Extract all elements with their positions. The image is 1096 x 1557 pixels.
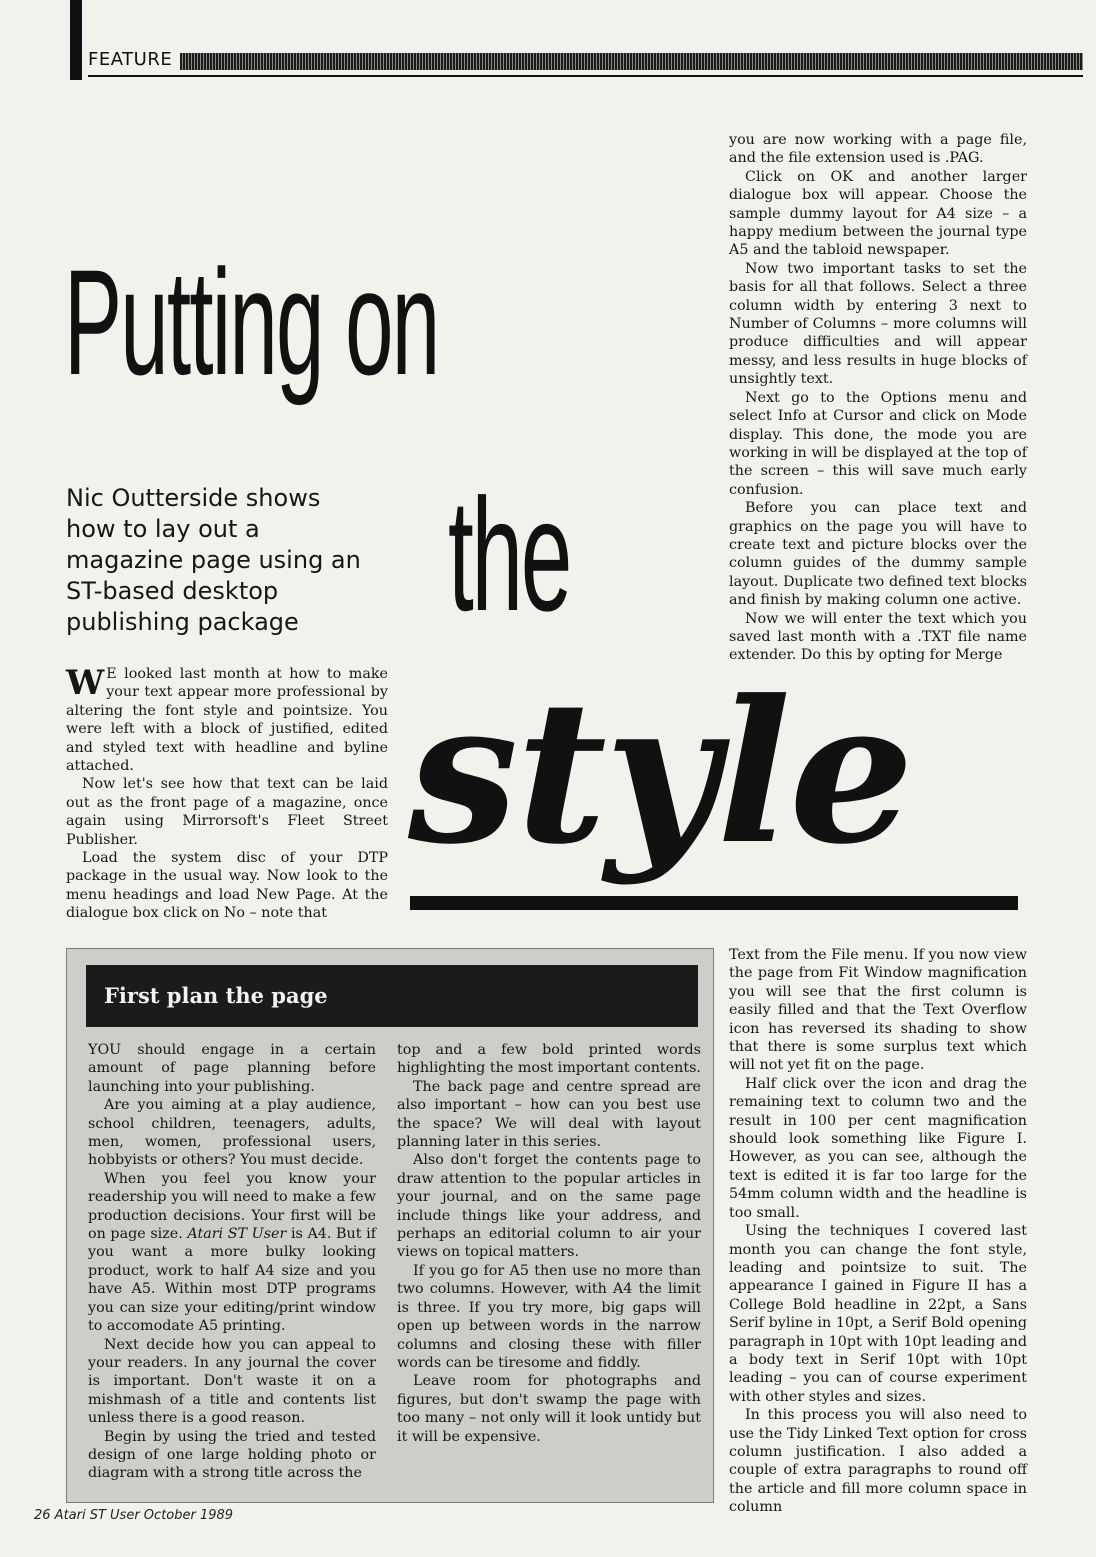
body-paragraph: Now two important tasks to set the basis for all that follows. Select a three column width by entering 3 next to Number of Columns – more columns will produce difficulties and will appear messy, and less results in huge blocks of unsightly text. — [729, 260, 1027, 388]
headline-line-1: Putting on — [64, 238, 439, 406]
boxout-column-1 — [88, 1041, 376, 1483]
boxout-title: First plan the page — [104, 983, 328, 1008]
boxout-paragraph: Begin by using the tried and tested design of one large holding photo or diagram with a strong title across the — [88, 1428, 376, 1482]
body-paragraph: Before you can place text and graphics on the page you will have to create text and picture blocks over the column guides of the dummy sample layout. Duplicate two defined text blocks and finish by making column one active. — [729, 500, 1027, 609]
boxout-paragraph: Leave room for photographs and figures, but don't swamp the page with too many – not only will it look untidy but it will be expensive. — [397, 1373, 701, 1445]
body-paragraph: Half click over the icon and drag the remaining text to column two and the result in 100 per cent magnification should look something like Figure I. However, as you can see, although the text is edited it is far too large for the 54mm column width and the headline is too small. — [729, 1075, 1027, 1221]
boxout-paragraph: Are you aiming at a play audience, school children, teenagers, adults, men, women, professional users, hobbyists or others? You must decide. — [88, 1097, 376, 1169]
headline-line-3: style — [408, 658, 912, 888]
header-rule — [88, 75, 1083, 77]
body-paragraph: Now we will enter the text which you saved last month with a .TXT file name extender. Do this by opting for Merge — [729, 610, 1027, 664]
headline-underline-rule — [410, 896, 1018, 910]
headline-line-2: the — [448, 465, 571, 644]
intro-column — [66, 665, 388, 923]
boxout-paragraph: Also don't forget the contents page to draw attention to the popular articles in your journal, and on the same page include things like your address, and perhaps an editorial column to air your views on topical matters. — [397, 1152, 701, 1261]
boxout-column-2 — [397, 1041, 701, 1446]
body-paragraph: Click on OK and another larger dialogue box will appear. Choose the sample dummy layout for A4 size – a happy medium between the journal type A5 and the tabloid newspaper. — [729, 168, 1027, 259]
header-stripe — [180, 53, 1083, 70]
drop-cap: W — [66, 663, 105, 703]
boxout-paragraph: top and a few bold printed words highlighting the most important contents. — [397, 1042, 701, 1077]
boxout-paragraph — [88, 1170, 376, 1336]
right-column-bottom — [729, 946, 1027, 1517]
magazine-title: Atari ST User — [187, 1226, 287, 1243]
boxout-text: When you feel you know your readership you will need to make a few production decisions. Your first will be on page size. — [88, 1170, 376, 1243]
boxout-paragraph: YOU should engage in a certain amount of page planning before launching into your publishing. — [88, 1042, 376, 1095]
body-paragraph: Using the techniques I covered last month you can change the font style, leading and pointsize to suit. The appearance I gained in Figure II has a College Bold headline in 22pt, a Sans Serif byline in 10pt, a Serif Bold opening paragraph in 10pt with 10pt leading and a body text in Serif 10pt with 10pt leading – you can of course experiment with other styles and sizes. — [729, 1223, 1027, 1405]
intro-paragraph-2: Now let's see how that text can be laid out as the front page of a magazine, once again using Mirrorsoft's Fleet Street Publisher. — [66, 776, 388, 848]
intro-paragraph-1-text: E looked last month at how to make your text appear more professional by altering the font style and pointsize. You were left with a block of justified, edited and styled text with headline and byline attached. — [66, 666, 388, 775]
boxout-paragraph: Next decide how you can appeal to your readers. In any journal the cover is important. Don't waste it on a mishmash of a title and contents list unless there is a good reason. — [88, 1336, 376, 1427]
section-marker-bar — [70, 0, 82, 80]
boxout-text: is A4. But if you want a more bulky looking product, work to half A4 size and you have A5. Within most DTP programs you can size your editing/print window to accomodate A5 printing. — [88, 1226, 376, 1335]
body-paragraph: Next go to the Options menu and select Info at Cursor and click on Mode display. This done, the mode you are working in will be displayed at the top of the screen – this will save much early confusion. — [729, 389, 1027, 498]
boxout-paragraph: If you go for A5 then use no more than two columns. However, with A4 the limit is three. If you try more, big gaps will open up between words in the narrow columns and closing these with filler words can be tiresome and fiddly. — [397, 1262, 701, 1371]
right-column-top — [729, 131, 1027, 665]
body-paragraph: In this process you will also need to use the Tidy Linked Text option for cross column justification. I also added a couple of extra paragraphs to round off the article and fill more column space in column — [729, 1407, 1027, 1516]
page-footer: 26 Atari ST User October 1989 — [34, 1508, 234, 1523]
boxout-paragraph: The back page and centre spread are also important – how can you best use the space? We will deal with layout planning later in this series. — [397, 1078, 701, 1151]
body-paragraph: Text from the File menu. If you now view the page from Fit Window magnification you will see that the first column is easily filled and that the Text Overflow icon has reversed its shading to show that there is some surplus text which will not yet fit on the page. — [729, 947, 1027, 1074]
section-label: FEATURE — [88, 49, 173, 70]
standfirst: Nic Outterside shows how to lay out a magazine page using an ST-based desktop publishing package — [66, 484, 361, 636]
intro-paragraph-3: Load the system disc of your DTP package in the usual way. Now look to the menu headings and load New Page. At the dialogue box click on No – note that — [66, 850, 388, 922]
body-paragraph: you are now working with a page file, and the file extension used is .PAG. — [729, 132, 1027, 167]
intro-paragraph-1 — [66, 665, 388, 775]
